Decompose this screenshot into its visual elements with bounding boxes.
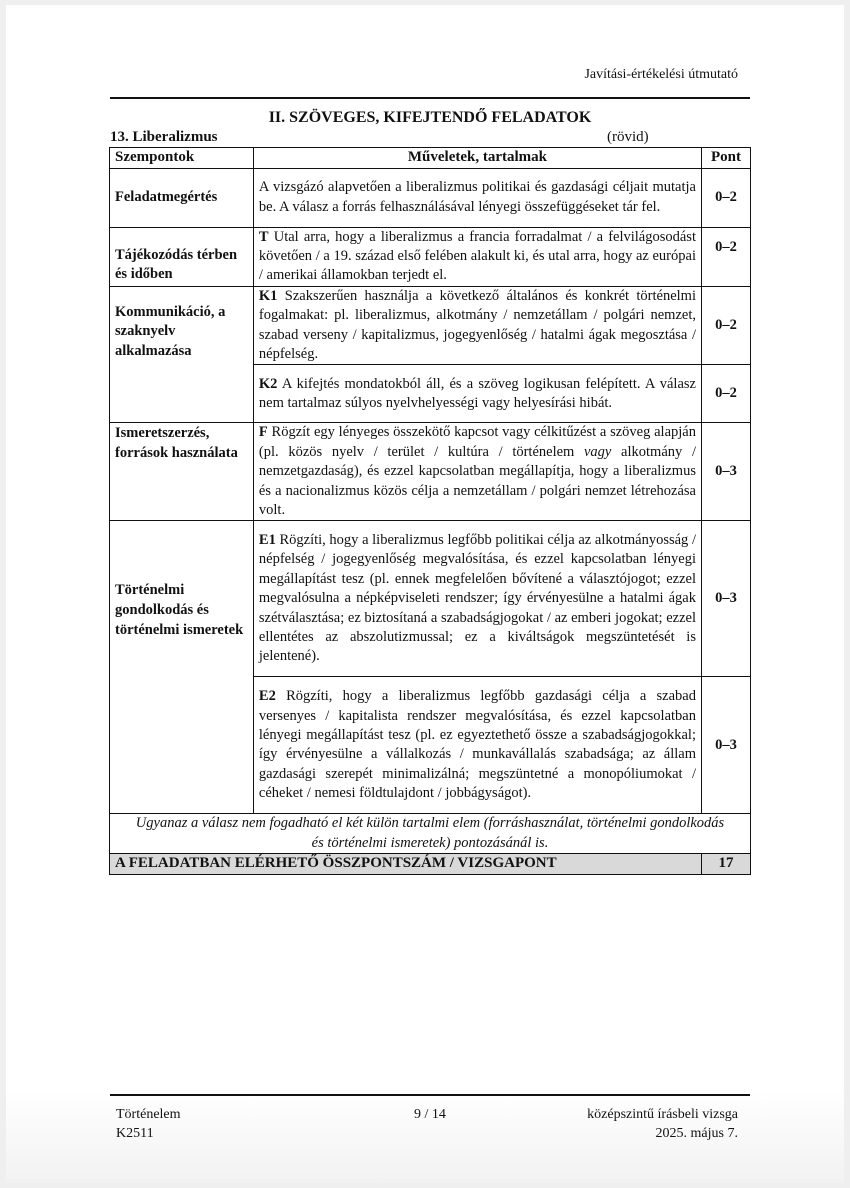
- content-text: Rögzíti, hogy a liberalizmus legfőbb politikai célja az alkotmányosság / népfelség / jogegyenlőség megvalósítása, és ezzel kapcsolatban lényegi megállapítást tesz (pl. ennek megfelelően bővítené a választójogot; ezzel megvalósulna a népképviseleti rendszer; így érvényesülne a hatalmi ágak szétválasztása; ez biztosítaná a szabadságjogokat / az emberi jogokat; ezzel ellentétes az abszolutizmussal; ez a kiváltságok megszüntetését is jelentené).: [258, 532, 696, 665]
- table-row: [110, 168, 751, 227]
- footer-code: K2511: [116, 1126, 154, 1141]
- content-cell: [253, 365, 701, 423]
- table-row: [110, 227, 751, 286]
- table-row: [110, 286, 751, 365]
- content-cell: [253, 286, 701, 365]
- content-text: Utal arra, hogy a liberalizmus a francia forradalmat / a felvilágosodást követően / a 19. század első felében alakult ki, és utal arra, hogy az európai / amerikai államokban terjedt el.: [258, 228, 696, 284]
- table-row: [110, 423, 751, 521]
- section-title: II. SZÖVEGES, KIFEJTENDŐ FELADATOK: [268, 109, 592, 126]
- content-cell: [253, 227, 701, 286]
- content-text: A vizsgázó alapvetően a liberalizmus politikai és gazdasági céljait mutatja be. A válasz a forrás felhasználásával lényegi összefüggéseket tár fel.: [258, 179, 696, 215]
- footer-left: [116, 1105, 181, 1143]
- content-cell: [253, 521, 701, 677]
- page-number: 9 / 14: [414, 1107, 446, 1122]
- footer-subject: Történelem: [116, 1107, 181, 1122]
- scoring-note: Ugyanaz a válasz nem fogadható el két külön tartalmi elem (forráshasználat, történelmi gondolkodás és történelmi ismeretek) pontozásánál is.: [110, 814, 751, 854]
- footer-rule: [110, 1094, 750, 1096]
- total-points: 17: [701, 854, 750, 874]
- points-cell: 0–3: [701, 677, 750, 814]
- criterion-cell: Tájékozódás térben és időben: [110, 227, 254, 286]
- footer-date: 2025. május 7.: [655, 1126, 738, 1141]
- points-cell: 0–3: [701, 521, 750, 677]
- content-cell: [253, 423, 701, 521]
- header-title: Javítási-értékelési útmutató: [584, 67, 738, 82]
- footer-right: [587, 1105, 738, 1143]
- points-cell: 0–2: [701, 168, 750, 227]
- note-row: [110, 814, 751, 854]
- content-cell: [253, 168, 701, 227]
- criterion-code: K1: [258, 287, 278, 304]
- table-row: [110, 521, 751, 677]
- content-italic: vagy: [584, 443, 612, 460]
- task-line: [110, 129, 750, 147]
- content-text: A kifejtés mondatokból áll, és a szöveg logikusan felépített. A válasz nem tartalmaz súlyos nyelvhelyességi vagy helyesírási hibát.: [258, 375, 696, 411]
- criterion-code: E2: [258, 688, 276, 705]
- criterion-code: E1: [258, 532, 276, 549]
- content-text: Szakszerűen használja a következő általános és konkrét történelmi fogalmakat: pl. liberalizmus, alkotmány / nemzetállam / polgári nemzet, szabad verseny / kapitalizmus, jogegyenlőség / hatalmi ágak megosztása / népfelség.: [258, 287, 696, 363]
- criterion-code: F: [258, 424, 268, 441]
- points-cell: 0–2: [701, 227, 750, 286]
- criterion-cell: Ismeretszerzés, források használata: [110, 423, 254, 521]
- points-cell: 0–2: [701, 365, 750, 423]
- content-text: Rögzít egy lényeges összekötő kapcsot vagy célkitűzést a szöveg alapján (pl. közös nyelv / terület / kultúra / történelem: [258, 424, 696, 460]
- document-page: [6, 5, 844, 1183]
- total-row: [110, 854, 751, 874]
- header-rule: [110, 97, 750, 99]
- criterion-cell: Feladatmegértés: [110, 168, 254, 227]
- points-cell: 0–3: [701, 423, 750, 521]
- task-type: (rövid): [607, 129, 649, 145]
- content-cell: [253, 677, 701, 814]
- content-text-cont: alkotmány / nemzetgazdaság), és ezzel kapcsolatban megállapítja, hogy a liberalizmus és a nacionalizmus közös célja a nemzetállam / polgári nemzet létrehozása volt.: [258, 443, 696, 519]
- footer-exam-level: középszintű írásbeli vizsga: [587, 1107, 738, 1122]
- table-header-row: [110, 148, 751, 169]
- column-header-criteria: Szempontok: [110, 148, 254, 169]
- criterion-code: K2: [258, 375, 278, 392]
- scoring-table: [109, 147, 751, 875]
- column-header-points: Pont: [701, 148, 750, 169]
- criterion-code: T: [258, 228, 269, 245]
- points-cell: 0–2: [701, 286, 750, 365]
- criterion-cell: Kommunikáció, a szaknyelv alkalmazása: [110, 286, 254, 423]
- content-text: Rögzíti, hogy a liberalizmus legfőbb gazdasági célja a szabad versenyes / kapitalista rendszer megvalósítása, és ezzel kapcsolatban lényegi megállapítást tesz (pl. ez egyeztethető össze a szabadságjogokkal; így érvényesülne a vállalkozás / munkavállalás szabadsága; az állam gazdasági szerepét minimalizálná; megszüntetné a monopóliumokat / céheket / nemesi földtulajdont / jobbágyságot).: [258, 688, 696, 802]
- criterion-cell: Történelmi gondolkodás és történelmi ismeretek: [110, 521, 254, 814]
- total-label: A FELADATBAN ELÉRHETŐ ÖSSZPONTSZÁM / VIZSGAPONT: [110, 854, 702, 874]
- task-title: 13. Liberalizmus: [110, 129, 218, 145]
- column-header-content: Műveletek, tartalmak: [253, 148, 701, 169]
